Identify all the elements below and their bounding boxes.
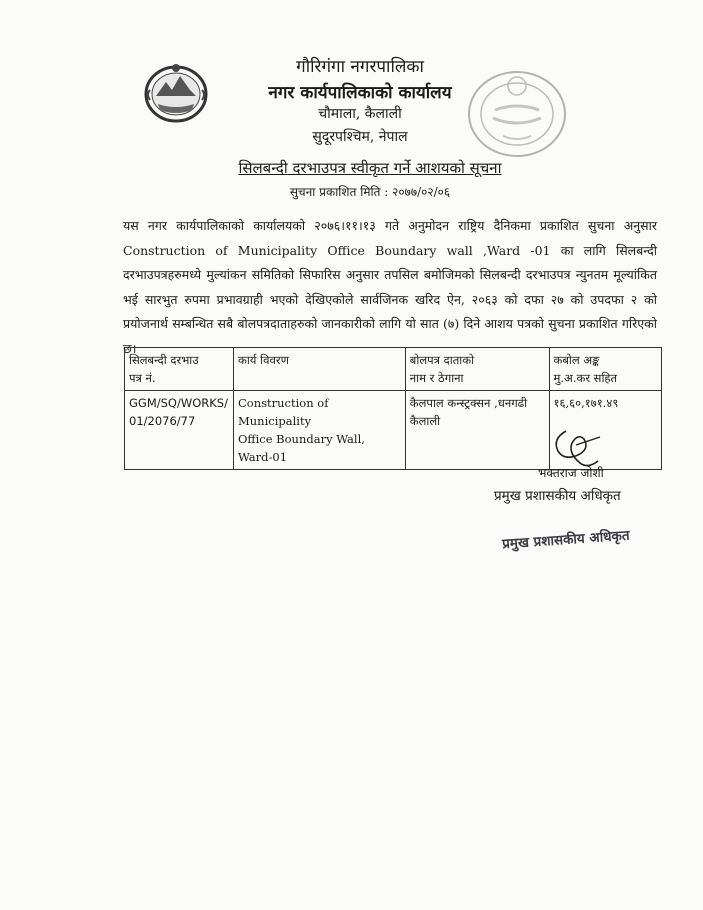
cell-line: 01/2076/77	[129, 414, 196, 428]
header-line: मु.अ.कर सहित	[553, 371, 618, 385]
header-line: कबोल अङ्क	[553, 353, 600, 367]
header-cell-amount	[549, 348, 661, 391]
header-line: नाम र ठेगाना	[409, 371, 464, 385]
office-name: नगर कार्यपालिकाको कार्यालय	[268, 83, 452, 103]
cell-bid-number	[125, 391, 234, 470]
header-line: सिलबन्दी दरभाउ	[129, 353, 199, 367]
published-date: सुचना प्रकाशित मिति : २०७७/०२/०६	[289, 185, 451, 199]
office-province: सुदूरपश्चिम, नेपाल	[312, 129, 408, 145]
signatory-title: प्रमुख प्रशासकीय अधिकृत	[494, 488, 621, 504]
cell-line: कैलाली	[409, 414, 441, 428]
cell-line: कैलपाल कन्स्ट्रक्सन ,धनगढी	[409, 396, 528, 410]
municipality-name: गौरिगंगा नगरपालिका	[296, 57, 424, 77]
signatory-name: भक्तराज जोशी	[538, 466, 604, 480]
cell-line: Construction of Municipality	[237, 396, 329, 428]
notice-body: यस नगर कार्यपालिकाको कार्यालयको २०७६।११।१३ गते अनुमोदन राष्ट्रिय दैनिकमा प्रकाशित सुचना अनुसार Construction of Municipality Office Boundary wall ,Ward -01 का लागि सिलबन्दी दरभाउपत्रहरुमध्ये मुल्यांकन समितिको सिफारिस अनुसार तपसिल बमोजिमको सिलबन्दी दरभाउपत्र न्युनतम मूल्यांकित भई सारभुत रुपमा प्रभावग्राही भएको देखिएकोले सार्वजिनक खरिद ऐन, २०६३ को दफा २७ को उपदफा २ को प्रयोजनार्थ सम्बन्धित सबै बोलपत्रदाताहरुको जानकारीको लागि यो सात (७) दिने आशय पत्रको सुचना प्रकाशित गरिएको छ।	[123, 218, 657, 356]
cell-line: Office Boundary Wall, Ward-01	[237, 432, 365, 464]
table-header-row	[125, 348, 662, 391]
office-location: चौमाला, कैलाली	[318, 106, 402, 122]
header-cell-work-description	[233, 348, 405, 391]
notice-title: सिलबन्दी दरभाउपत्र स्वीकृत गर्ने आशयको सूचना	[238, 159, 502, 177]
cell-bidder	[405, 391, 549, 470]
header-line: बोलपत्र दाताको	[409, 353, 475, 367]
header-cell-bid-number	[125, 348, 234, 391]
cell-work-description	[233, 391, 405, 470]
header-cell-bidder	[405, 348, 549, 391]
cell-line: १६,६०,१७१.४९	[553, 396, 619, 410]
cell-line: GGM/SQ/WORKS/	[129, 396, 228, 410]
designation-stamp: प्रमुख प्रशासकीय अधिकृत	[501, 527, 631, 553]
official-seal-icon	[463, 66, 571, 162]
nepal-emblem-icon	[140, 60, 212, 126]
header-line: पत्र नं.	[129, 371, 156, 385]
header-line: कार्य विवरण	[237, 353, 289, 367]
